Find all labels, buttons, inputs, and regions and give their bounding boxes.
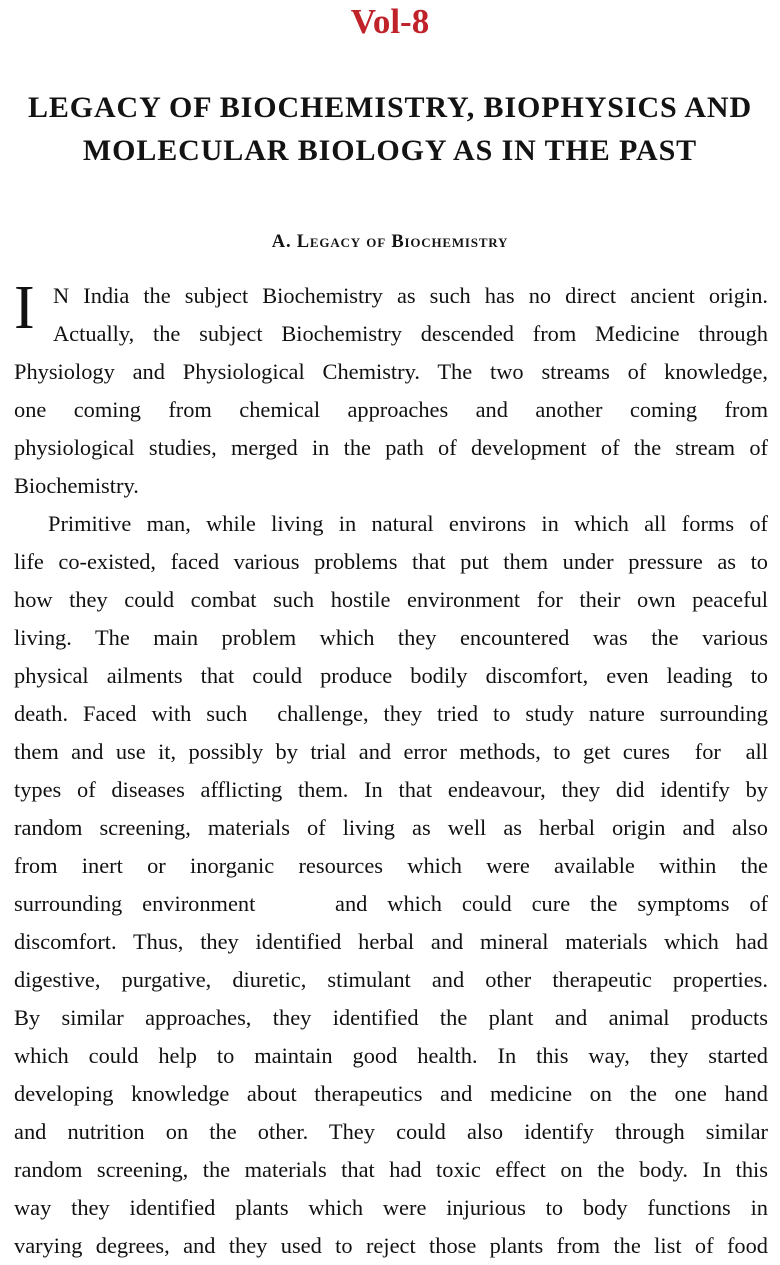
- text-line-content: random screening, materials of living as well as herbal origin and also: [14, 815, 768, 840]
- text-line: [14, 733, 768, 771]
- page-title: [16, 86, 764, 172]
- drop-cap-letter: I: [14, 274, 35, 342]
- text-line-content: and nutrition on the other. They could also identify through similar: [14, 1119, 768, 1144]
- text-line-content: discomfort. Thus, they identified herbal and mineral materials which had: [14, 929, 768, 954]
- drop-cap-follow-letter: N: [53, 283, 70, 308]
- text-line: [14, 277, 768, 315]
- text-line: [14, 581, 768, 619]
- text-line-content: random screening, the materials that had toxic effect on the body. In this: [14, 1157, 768, 1182]
- text-line-content: from inert or inorganic resources which were available within the: [14, 853, 768, 878]
- text-line-content: physical ailments that could produce bodily discomfort, even leading to: [14, 663, 768, 688]
- volume-header: Vol-8: [350, 2, 430, 41]
- text-line-content: Physiology and Physiological Chemistry. The two streams of knowledge,: [14, 359, 768, 384]
- text-line: [14, 1113, 768, 1151]
- text-line: [14, 885, 768, 923]
- text-line: [14, 961, 768, 999]
- text-line: [14, 467, 768, 505]
- text-line: [14, 1037, 768, 1075]
- text-line-content: physiological studies, merged in the path of development of the stream of: [14, 435, 768, 460]
- text-line-content: living. The main problem which they encountered was the various: [14, 625, 768, 650]
- text-line-content: way they identified plants which were injurious to body functions in: [14, 1195, 768, 1220]
- text-line-content: them and use it, possibly by trial and error methods, to get cures for all: [14, 739, 768, 764]
- text-line: [14, 923, 768, 961]
- text-line-content: one coming from chemical approaches and another coming from: [14, 397, 768, 422]
- text-line-content: life co-existed, faced various problems that put them under pressure as to: [14, 549, 768, 574]
- page-title-line-2: MOLECULAR BIOLOGY AS IN THE PAST: [82, 134, 698, 167]
- text-line: [14, 1189, 768, 1227]
- paragraph-opening: [14, 274, 768, 505]
- text-line-content: India the subject Biochemistry as such has no direct ancient origin.: [83, 283, 768, 308]
- text-line-content: death. Faced with such challenge, they tried to study nature surrounding: [14, 701, 768, 726]
- text-line: [14, 391, 768, 429]
- text-line: [14, 543, 768, 581]
- text-line: [14, 847, 768, 885]
- body-text: [14, 274, 768, 1265]
- text-line-content: types of diseases afflicting them. In that endeavour, they did identify by: [14, 777, 768, 802]
- text-line: [14, 809, 768, 847]
- text-line-content: By similar approaches, they identified the plant and animal products: [14, 1005, 768, 1030]
- text-line: [14, 315, 768, 353]
- text-line-content: which could help to maintain good health. In this way, they started: [14, 1043, 768, 1068]
- text-line: [14, 1151, 768, 1189]
- text-line: [14, 1227, 768, 1265]
- paragraph-primitive-man: [14, 505, 768, 1265]
- section-heading: A. Legacy of Biochemistry: [271, 232, 509, 252]
- text-line-content: surrounding environment and which could cure the symptoms of: [14, 891, 768, 916]
- text-line: [14, 1075, 768, 1113]
- text-line-content: digestive, purgative, diuretic, stimulant and other therapeutic properties.: [14, 967, 768, 992]
- text-line: [14, 619, 768, 657]
- text-line: [14, 657, 768, 695]
- text-line-content: Primitive man, while living in natural environs in which all forms of: [48, 511, 768, 536]
- text-line: [14, 695, 768, 733]
- text-line-content: Actually, the subject Biochemistry descended from Medicine through: [53, 321, 768, 346]
- page-title-line-1: LEGACY OF BIOCHEMISTRY, BIOPHYSICS AND: [27, 91, 753, 124]
- text-line-content: how they could combat such hostile environment for their own peaceful: [14, 587, 768, 612]
- text-line-content: developing knowledge about therapeutics and medicine on the one hand: [14, 1081, 768, 1106]
- text-line: [14, 999, 768, 1037]
- text-line: [14, 429, 768, 467]
- text-line-content: Biochemistry.: [14, 473, 139, 498]
- text-line-content: varying degrees, and they used to reject those plants from the list of food: [14, 1233, 768, 1258]
- text-line: [14, 771, 768, 809]
- text-line: [14, 505, 768, 543]
- text-line: [14, 353, 768, 391]
